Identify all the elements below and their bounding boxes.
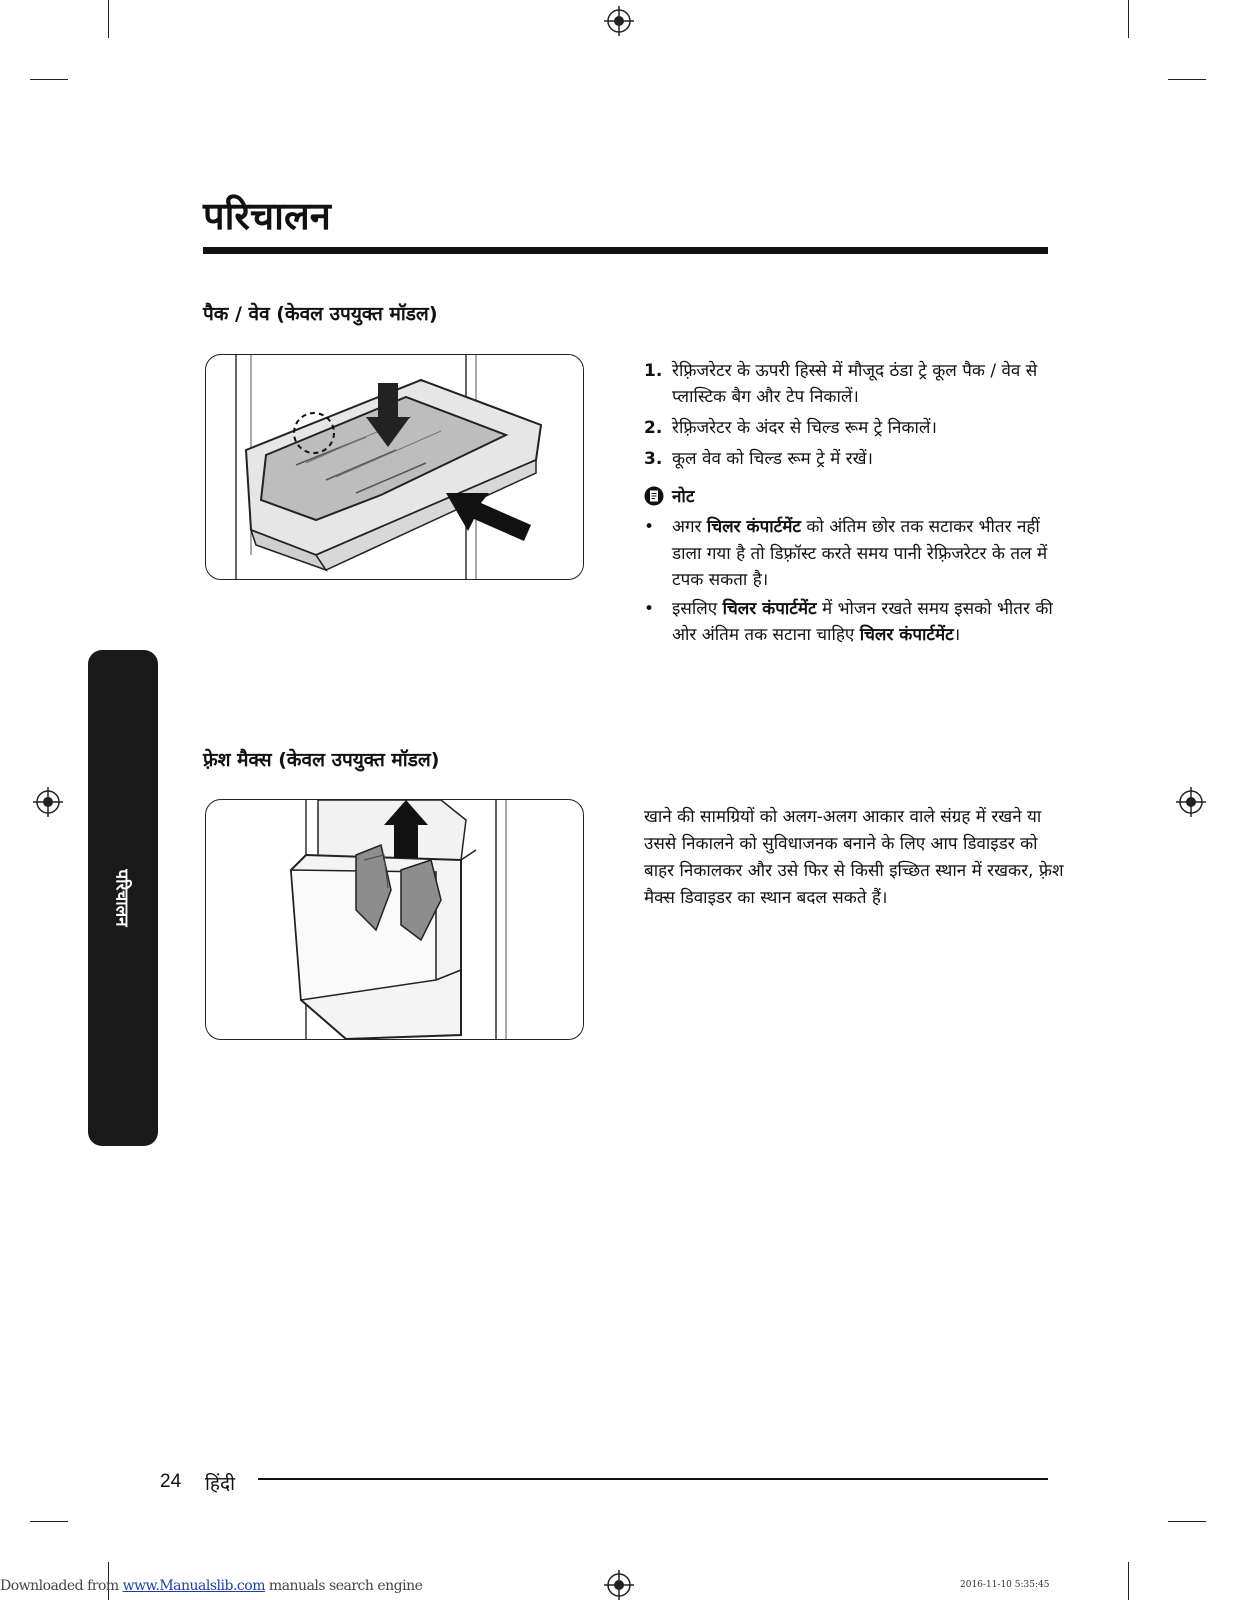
note-bold-term: चिलर कंपार्टमेंट: [722, 598, 817, 619]
list-item: [644, 415, 1059, 441]
note-text: ।: [953, 625, 961, 645]
note-icon: [644, 486, 664, 506]
page-title: परिचालन: [203, 194, 331, 238]
step-number: 3.: [644, 449, 663, 469]
section-side-tab: [88, 650, 158, 1146]
registration-mark-icon: [1176, 787, 1206, 817]
footer-rule: [258, 1478, 1048, 1480]
fresh-max-description: खाने की सामग्रियों को अलग-अलग आकार वाले संग्रह में रखने या उससे निकालने को सुविधाजनक बनाने के लिए आप डिवाइडर को बाहर निकालकर और उसे फिर से किसी इच्छित स्थान में रखकर, फ़्रेश मैक्स डिवाइडर का स्थान बदल सकते हैं।: [644, 807, 1064, 908]
list-item: [644, 446, 1059, 472]
steps-list: [644, 358, 1059, 477]
crop-mark: [1128, 0, 1129, 38]
section-heading-pack-wave: पैक / वेव (केवल उपयुक्त मॉडल): [203, 303, 438, 325]
list-item: [644, 596, 1059, 649]
step-text: रेफ़्रिजरेटर के अंदर से चिल्ड रूम ट्रे निकालें।: [672, 418, 937, 438]
crop-mark: [1168, 1521, 1206, 1522]
watermark-text: manuals search engine: [264, 1578, 423, 1594]
crop-mark: [30, 79, 68, 80]
list-item: [644, 514, 1059, 594]
crop-mark: [1168, 79, 1206, 80]
note-text: को अंतिम छोर तक सटाकर भीतर नहीं डाला गया है तो डिफ़्रॉस्ट करते समय पानी रेफ़्रिजरेटर के तल में टपक सकता है।: [672, 517, 1048, 590]
note-text: में भोजन रखते समय इसको भीतर की ओर अंतिम तक सटाना चाहिए: [672, 598, 1053, 645]
step-text: कूल वेव को चिल्ड रूम ट्रे में रखें।: [672, 449, 873, 469]
page-language: हिंदी: [205, 1473, 236, 1495]
illustration-cool-pack-tray: [205, 354, 584, 580]
crop-mark: [108, 0, 109, 38]
list-item: [644, 358, 1059, 410]
side-tab-label: परिचालन: [111, 869, 132, 927]
registration-mark-icon: [604, 6, 634, 36]
note-list: [644, 514, 1059, 651]
watermark-text: Downloaded from: [0, 1578, 123, 1594]
note-label: नोट: [672, 487, 695, 507]
crop-mark: [30, 1521, 68, 1522]
section-heading-fresh-max: फ़्रेश मैक्स (केवल उपयुक्त मॉडल): [203, 749, 440, 771]
registration-mark-icon: [33, 787, 63, 817]
crop-mark: [1128, 1562, 1129, 1600]
illustration-fresh-max-divider: [205, 799, 584, 1040]
watermark: [0, 1578, 422, 1594]
step-number: 1.: [644, 361, 663, 381]
title-rule: [203, 247, 1048, 254]
step-number: 2.: [644, 418, 663, 438]
print-stamp: 2016-11-10 5:35:45: [960, 1580, 1050, 1590]
page-number: 24: [160, 1471, 182, 1492]
note-bold-term: चिलर कंपार्टमेंट: [859, 625, 954, 645]
note-text: इसलिए: [672, 598, 723, 619]
step-text: रेफ़्रिजरेटर के ऊपरी हिस्से में मौजूद ठंडा ट्रे कूल पैक / वेव से प्लास्टिक बैग और टेप निकालें।: [672, 361, 1038, 407]
note-heading: [644, 484, 694, 507]
note-bold-term: चिलर कंपार्टमेंट: [706, 517, 801, 537]
note-text: अगर: [672, 517, 707, 537]
watermark-link[interactable]: www.Manualslib.com: [122, 1578, 265, 1594]
registration-mark-icon: [604, 1570, 634, 1600]
